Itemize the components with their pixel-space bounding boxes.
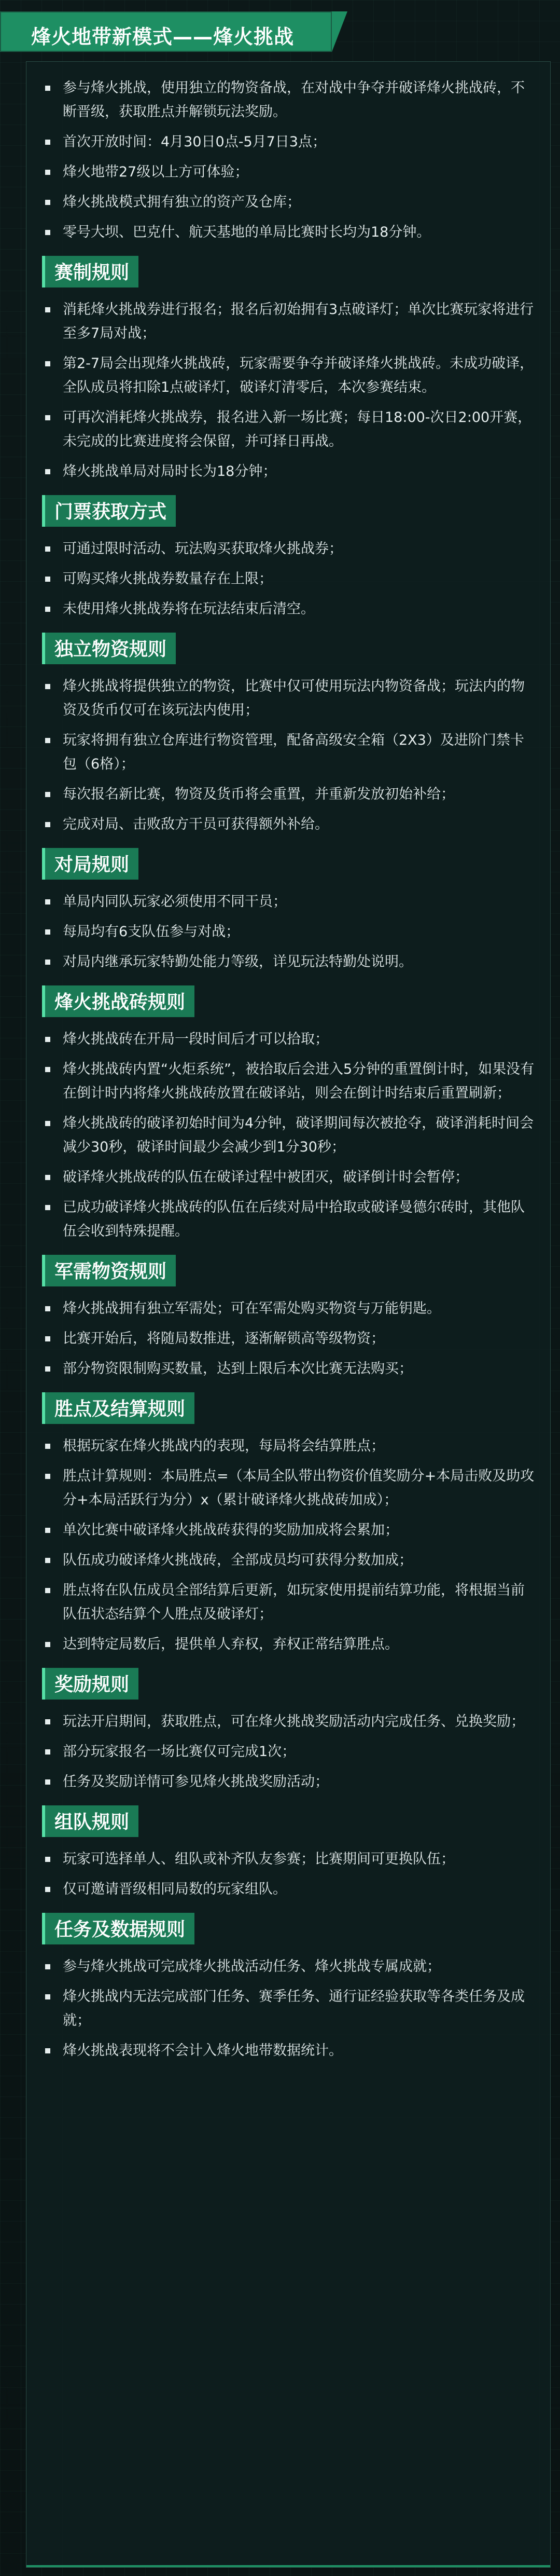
section-quartermaster (42, 1250, 535, 1381)
rule-item: 每次报名新比赛，物资及货币将会重置，并重新发放初始补给； (42, 783, 535, 806)
rule-item: 部分物资限制购买数量，达到上限后本次比赛无法购买； (42, 1357, 535, 1381)
section-ticket (42, 490, 535, 621)
intro-section (42, 76, 535, 244)
rule-item: 烽火挑战将提供独立的物资，比赛中仅可使用玩法内物资备战；玩法内的物资及货币仅可在该玩法内使用； (42, 675, 535, 722)
section-supplies (42, 627, 535, 837)
rule-item: 玩家将拥有独立仓库进行物资管理，配备高级安全箱（2X3）及进阶门禁卡包（6格）； (42, 729, 535, 776)
rule-item: 烽火挑战表现将不会计入烽火地带数据统计。 (42, 2039, 535, 2063)
rule-item: 胜点将在队伍成员全部结算后更新，如玩家使用提前结算功能，将根据当前队伍状态结算个人胜点及破译灯； (42, 1579, 535, 1626)
intro-item: 烽火挑战模式拥有独立的资产及仓库； (42, 190, 535, 214)
rule-item: 烽火挑战砖内置“火炬系统”，被拾取后会进入5分钟的重置倒计时，如果没有在倒计时内将烽火挑战砖放置在破译站，则会在倒计时结束后重置刷新； (42, 1058, 535, 1105)
rule-item: 消耗烽火挑战券进行报名；报名后初始拥有3点破译灯；单次比赛玩家将进行至多7局对战； (42, 298, 535, 346)
panel-bottom-border (26, 2565, 550, 2567)
rule-item: 可购买烽火挑战券数量存在上限； (42, 567, 535, 591)
rule-item: 可再次消耗烽火挑战券，报名进入新一场比赛；每日18:00-次日2:00开赛，未完成的比赛进度将会保留，并可择日再战。 (42, 406, 535, 454)
section-heading: 胜点及结算规则 (42, 1392, 194, 1424)
section-brick (42, 980, 535, 1243)
rule-item: 参与烽火挑战可完成烽火挑战活动任务、烽火挑战专属成就； (42, 1955, 535, 1979)
section-heading: 奖励规则 (42, 1668, 138, 1700)
section-match (42, 843, 535, 974)
rules-panel (26, 61, 551, 2568)
section-heading: 门票获取方式 (42, 495, 176, 527)
page-title: 烽火地带新模式——烽火挑战 (31, 25, 295, 48)
rule-item: 单局内同队玩家必须使用不同干员； (42, 890, 535, 914)
rule-item: 部分玩家报名一场比赛仅可完成1次； (42, 1740, 535, 1764)
rule-item: 烽火挑战单局对局时长为18分钟； (42, 460, 535, 484)
rule-item: 比赛开始后，将随局数推进，逐渐解锁高等级物资； (42, 1327, 535, 1351)
rule-item: 第2-7局会出现烽火挑战砖，玩家需要争夺并破译烽火挑战砖。未成功破译，全队成员将扣除1点破译灯，破译灯清零后，本次参赛结束。 (42, 352, 535, 400)
section-heading: 独立物资规则 (42, 633, 176, 664)
rule-item: 烽火挑战砖的破译初始时间为4分钟，破译期间每次被抢夺，破译消耗时间会减少30秒，破译时间最少会减少到1分30秒； (42, 1112, 535, 1159)
rule-item: 已成功破译烽火挑战砖的队伍在后续对局中拾取或破译曼德尔砖时，其他队伍会收到特殊提醒。 (42, 1196, 535, 1243)
rule-item: 仅可邀请晋级相同局数的玩家组队。 (42, 1878, 535, 1901)
section-heading: 烽火挑战砖规则 (42, 985, 194, 1017)
intro-item: 首次开放时间：4月30日0点-5月7日3点； (42, 130, 535, 154)
rule-item: 破译烽火挑战砖的队伍在破译过程中被团灭，破译倒计时会暂停； (42, 1166, 535, 1189)
rule-item: 烽火挑战内无法完成部门任务、赛季任务、通行证经验获取等各类任务及成就； (42, 1985, 535, 2033)
rule-item: 胜点计算规则：本局胜点=（本局全队带出物资价值奖励分+本局击败及助攻分+本局活跃行为分）x（累计破译烽火挑战砖加成）； (42, 1464, 535, 1512)
section-team (42, 1800, 535, 1901)
rule-item: 可通过限时活动、玩法购买获取烽火挑战券； (42, 537, 535, 561)
rule-item: 单次比赛中破译烽火挑战砖获得的奖励加成将会累加； (42, 1518, 535, 1542)
rule-item: 烽火挑战拥有独立军需处；可在军需处购买物资与万能钥匙。 (42, 1297, 535, 1321)
rule-item: 任务及奖励详情可参见烽火挑战奖励活动； (42, 1770, 535, 1794)
section-rewards (42, 1663, 535, 1794)
rule-item: 队伍成功破译烽火挑战砖，全部成员均可获得分数加成； (42, 1549, 535, 1572)
section-tasks (42, 1908, 535, 2063)
rule-item: 对局内继承玩家特勤处能力等级，详见玩法特勤处说明。 (42, 950, 535, 974)
rule-item: 玩法开启期间，获取胜点，可在烽火挑战奖励活动内完成任务、兑换奖励； (42, 1710, 535, 1734)
section-points (42, 1387, 535, 1656)
section-heading: 对局规则 (42, 848, 138, 880)
rule-item: 烽火挑战砖在开局一段时间后才可以拾取； (42, 1027, 535, 1051)
section-heading: 赛制规则 (42, 256, 138, 287)
rule-item: 完成对局、击败敌方干员可获得额外补给。 (42, 813, 535, 837)
intro-item: 零号大坝、巴克什、航天基地的单局比赛时长均为18分钟。 (42, 221, 535, 244)
rule-item: 每局均有6支队伍参与对战； (42, 920, 535, 944)
intro-item: 烽火地带27级以上方可体验； (42, 160, 535, 184)
rule-item: 根据玩家在烽火挑战内的表现，每局将会结算胜点； (42, 1434, 535, 1458)
section-match-rules (42, 251, 535, 484)
intro-item: 参与烽火挑战，使用独立的物资备战，在对战中争夺并破译烽火挑战砖，不断晋级，获取胜点并解锁玩法奖励。 (42, 76, 535, 124)
rule-item: 玩家可选择单人、组队或补齐队友参赛；比赛期间可更换队伍； (42, 1847, 535, 1871)
section-heading: 军需物资规则 (42, 1255, 176, 1286)
rule-item: 未使用烽火挑战券将在玩法结束后清空。 (42, 597, 535, 621)
section-heading: 任务及数据规则 (42, 1913, 194, 1944)
section-heading: 组队规则 (42, 1805, 138, 1837)
title-banner (0, 11, 332, 52)
rule-item: 达到特定局数后，提供单人弃权，弃权正常结算胜点。 (42, 1633, 535, 1656)
